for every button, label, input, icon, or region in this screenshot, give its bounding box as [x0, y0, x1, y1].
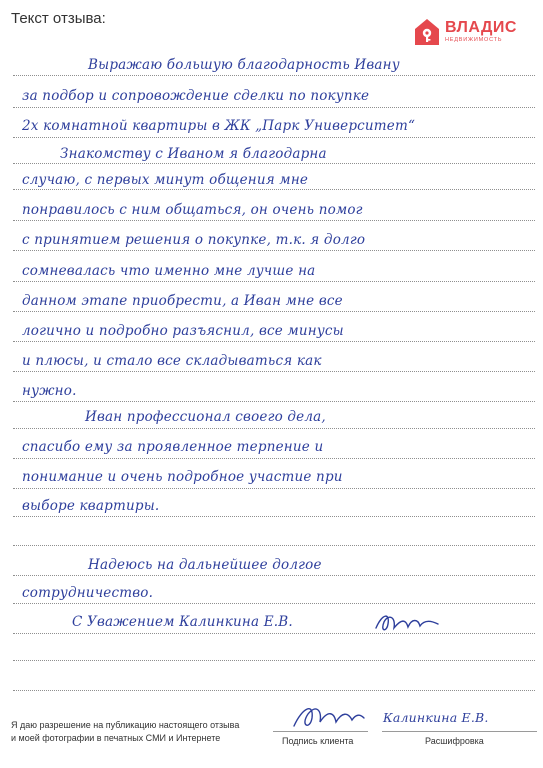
- form-heading: Текст отзыва:: [11, 10, 106, 27]
- review-line: логично и подробно разъяснил, все минусы: [22, 323, 344, 339]
- decoding-value: Калинкина Е.В.: [383, 710, 489, 725]
- ruled-line: [13, 488, 535, 489]
- decoding-line: [382, 731, 537, 732]
- logo-subtitle: НЕДВИЖИМОСТЬ: [445, 37, 503, 44]
- ruled-line: [13, 137, 535, 138]
- ruled-line: [13, 371, 535, 372]
- review-line: сомневалась что именно мне лучше на: [22, 263, 316, 279]
- review-line: сотрудничество.: [22, 585, 154, 601]
- ruled-line: [13, 189, 535, 190]
- logo-name: ВЛАДИС: [445, 19, 517, 37]
- inline-signature-image: [372, 610, 442, 636]
- ruled-line: [13, 341, 535, 342]
- consent-line: и моей фотографии в печатных СМИ и Интернете: [11, 733, 221, 743]
- ruled-line: [13, 603, 535, 604]
- review-line: понимание и очень подробное участие при: [22, 469, 343, 485]
- company-logo: [414, 18, 517, 46]
- review-line: понравилось с ним общаться, он очень помог: [22, 202, 363, 218]
- review-line: и плюсы, и стало все складываться как: [22, 353, 322, 369]
- review-line: Знакомству с Иваном я благодарна: [60, 146, 327, 162]
- ruled-line: [13, 281, 535, 282]
- review-line: выборе квартиры.: [22, 498, 160, 514]
- ruled-line: [13, 690, 535, 691]
- ruled-line: [13, 428, 535, 429]
- publication-consent: [11, 719, 239, 745]
- review-line: данном этапе приобрести, а Иван мне все: [22, 293, 343, 309]
- review-line: С Уважением Калинкина Е.В.: [72, 614, 293, 630]
- review-line: за подбор и сопровождение сделки по покупке: [22, 88, 370, 104]
- ruled-line: [13, 458, 535, 459]
- decoding-label: Расшифровка: [425, 736, 484, 746]
- ruled-line: [13, 163, 535, 164]
- ruled-line: [13, 545, 535, 546]
- ruled-line: [13, 250, 535, 251]
- ruled-line: [13, 633, 535, 634]
- ruled-line: [13, 311, 535, 312]
- review-line: Иван профессионал своего дела,: [85, 409, 326, 425]
- ruled-line: [13, 220, 535, 221]
- ruled-line: [13, 516, 535, 517]
- review-line: 2х комнатной квартиры в ЖК „Парк Университет“: [22, 118, 416, 134]
- review-line: спасибо ему за проявленное терпение и: [22, 439, 324, 455]
- ruled-line: [13, 575, 535, 576]
- review-line: Выражаю большую благодарность Ивану: [88, 57, 400, 73]
- review-line: Надеюсь на дальнейшее долгое: [88, 557, 322, 573]
- ruled-line: [13, 107, 535, 108]
- client-signature-image: [288, 700, 368, 732]
- ruled-line: [13, 401, 535, 402]
- ruled-line: [13, 660, 535, 661]
- review-line: случаю, с первых минут общения мне: [22, 172, 309, 188]
- review-line: с принятием решения о покупке, т.к. я долго: [22, 232, 366, 248]
- signature-label: Подпись клиента: [282, 736, 354, 746]
- ruled-line: [13, 75, 535, 76]
- house-key-icon: [414, 18, 440, 46]
- consent-line: Я даю разрешение на публикацию настоящего отзыва: [11, 720, 240, 730]
- review-line: нужно.: [22, 383, 77, 399]
- signature-line: [273, 731, 368, 732]
